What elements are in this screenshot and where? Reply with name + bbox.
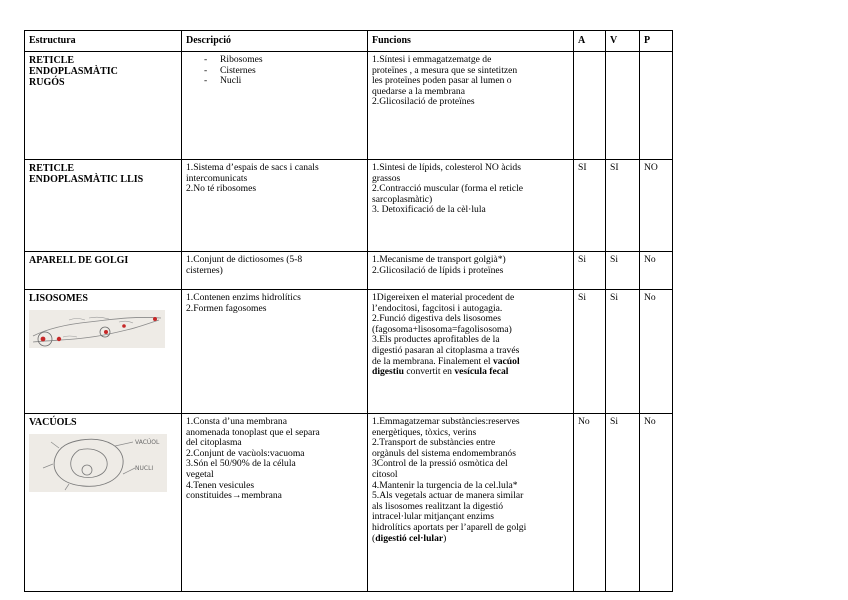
function-line: proteïnes , a mesura que se sintetitzen xyxy=(372,64,518,76)
function-line: 2.Glicosilació de proteïnes xyxy=(372,96,475,108)
structure-name: ENDOPLASMÀTIC LLIS xyxy=(29,174,144,185)
description-line: 2.No té ribosomes xyxy=(186,183,257,195)
function-line: grassos xyxy=(372,172,401,184)
function-line: 3Control de la pressió osmòtica del xyxy=(372,458,508,470)
function-text: convertit en xyxy=(404,366,455,378)
description-line: anomenada tonoplast que el separa xyxy=(186,426,320,438)
function-line: 1.Sintesi de lípids, colesterol NO àcids xyxy=(372,162,521,173)
table-row xyxy=(25,414,673,592)
function-line: 5.Als vegetals actuar de manera similar xyxy=(372,490,524,502)
v-cell: SI xyxy=(606,160,640,252)
function-line: 1.Mecanisme de transport golgià*) xyxy=(372,254,506,265)
table-row xyxy=(25,160,673,252)
description-cell xyxy=(182,290,368,414)
description-line: 1.Conjunt de dictiosomes (5-8 xyxy=(186,254,303,265)
function-line: 1Digereixen el material procedent de xyxy=(372,292,515,303)
header-p: P xyxy=(640,31,673,52)
function-bold-text: vesícula fecal xyxy=(454,366,509,378)
p-cell: No xyxy=(640,414,673,592)
function-line: orgànuls del sistema endomembranós xyxy=(372,447,516,459)
function-line: les proteïnes poden pasar al lumen o xyxy=(372,75,512,87)
function-line: 2.Glicosilació de lípids i proteïnes xyxy=(372,264,504,276)
functions-cell xyxy=(368,290,574,414)
v-cell: Si xyxy=(606,290,640,414)
organelles-table xyxy=(24,30,673,592)
function-bold-text: vacúol xyxy=(492,355,520,367)
header-funcions: Funcions xyxy=(368,31,574,52)
function-line: 2.Transport de substàncies entre xyxy=(372,437,496,449)
function-text: ) xyxy=(443,532,447,544)
structure-name: RUGÓS xyxy=(29,77,65,88)
p-cell: No xyxy=(640,252,673,290)
header-estructura: Estructura xyxy=(25,31,182,52)
function-line: 3.Els productes aprofitables de la xyxy=(372,334,500,346)
structure-cell xyxy=(25,414,182,592)
table-row xyxy=(25,290,673,414)
p-cell xyxy=(640,52,673,160)
v-cell: Si xyxy=(606,414,640,592)
function-bold-text: digestió cel·lular xyxy=(375,532,444,544)
description-line: constituides→membrana xyxy=(186,490,282,502)
functions-cell xyxy=(368,414,574,592)
description-cell xyxy=(182,252,368,290)
structure-cell xyxy=(25,252,182,290)
table-row xyxy=(25,52,673,160)
p-cell: NO xyxy=(640,160,673,252)
function-line: citosol xyxy=(372,468,398,480)
sketch-label: VACÚOL xyxy=(135,439,160,446)
description-list xyxy=(186,55,363,87)
functions-cell xyxy=(368,52,574,160)
structure-cell xyxy=(25,160,182,252)
table-row xyxy=(25,252,673,290)
function-line: 1.Emmagatzemar substàncies:reserves xyxy=(372,416,520,427)
functions-cell xyxy=(368,160,574,252)
structure-name: APARELL DE GOLGI xyxy=(29,255,129,266)
header-a: A xyxy=(574,31,606,52)
lysosome-sketch-image xyxy=(29,310,165,348)
description-cell xyxy=(182,52,368,160)
description-line: 2.Conjunt de vacùols:vacuoma xyxy=(186,447,305,459)
p-cell: No xyxy=(640,290,673,414)
structure-name: VACÚOLS xyxy=(29,417,77,428)
structure-cell xyxy=(25,52,182,160)
function-line xyxy=(372,534,569,545)
header-row xyxy=(25,31,673,52)
structure-cell xyxy=(25,290,182,414)
description-line: 1.Sistema d’espais de sacs i canals xyxy=(186,162,319,173)
function-text: ( xyxy=(372,532,376,544)
function-line: (fagosoma+lisosoma=fagolisosoma) xyxy=(372,323,512,335)
function-line: 2.Funció digestiva dels lisosomes xyxy=(372,313,501,325)
function-line: 4.Mantenir la turgencia de la cel.lula* xyxy=(372,479,518,491)
description-cell xyxy=(182,160,368,252)
function-line: energètiques, tòxics, verins xyxy=(372,426,477,438)
function-line: 3. Detoxificació de la cèl·lula xyxy=(372,204,486,216)
description-line: 1.Consta d’una membrana xyxy=(186,416,287,427)
header-v: V xyxy=(606,31,640,52)
list-item: - Nucli xyxy=(204,76,363,87)
a-cell: Si xyxy=(574,290,606,414)
structure-name: RETICLE xyxy=(29,55,75,66)
a-cell: SI xyxy=(574,160,606,252)
functions-cell xyxy=(368,252,574,290)
description-line: 4.Tenen vesicules xyxy=(186,479,255,491)
list-item: - Ribosomes xyxy=(204,55,363,66)
function-line: 1.Síntesi i emmagatzematge de xyxy=(372,54,492,65)
description-cell xyxy=(182,414,368,592)
vacuole-sketch-image xyxy=(29,434,167,492)
function-line: 2.Contracció muscular (forma el reticle xyxy=(372,183,524,195)
function-line: quedarse a la membrana xyxy=(372,85,465,97)
function-line xyxy=(372,367,569,378)
description-line: intercomunicats xyxy=(186,172,248,184)
structure-name: ENDOPLASMÀTIC xyxy=(29,66,118,77)
function-line: sarcoplasmàtic) xyxy=(372,193,433,205)
function-line: l’endocitosi, fagcitosi i autogagia. xyxy=(372,302,503,314)
function-line: als lisosomes realitzant la digestió xyxy=(372,500,504,512)
v-cell xyxy=(606,52,640,160)
function-bold-text: digestiu xyxy=(372,366,404,378)
structure-name: RETICLE xyxy=(29,163,75,174)
v-cell: Si xyxy=(606,252,640,290)
function-line: hidrolítics aportats per l’aparell de golgi xyxy=(372,521,527,533)
description-line: del citoplasma xyxy=(186,437,242,449)
description-line: 1.Contenen enzims hidrolítics xyxy=(186,292,301,303)
function-line: digestió pasaran al citoplasma a través xyxy=(372,344,520,356)
function-line: intracel·lular mitjançant enzims xyxy=(372,511,495,523)
a-cell: No xyxy=(574,414,606,592)
description-line: 2.Formen fagosomes xyxy=(186,302,267,314)
a-cell xyxy=(574,52,606,160)
function-text: de la membrana. Finalement el xyxy=(372,355,491,367)
description-line: 3.Són el 50/90% de la célula xyxy=(186,458,296,470)
description-line: vegetal xyxy=(186,468,214,480)
structure-name: LISOSOMES xyxy=(29,293,88,304)
list-item: - Cisternes xyxy=(204,66,363,77)
description-line: cisternes) xyxy=(186,264,223,276)
header-descripcio: Descripció xyxy=(182,31,368,52)
sketch-label: NUCLI xyxy=(135,465,154,472)
a-cell: Si xyxy=(574,252,606,290)
